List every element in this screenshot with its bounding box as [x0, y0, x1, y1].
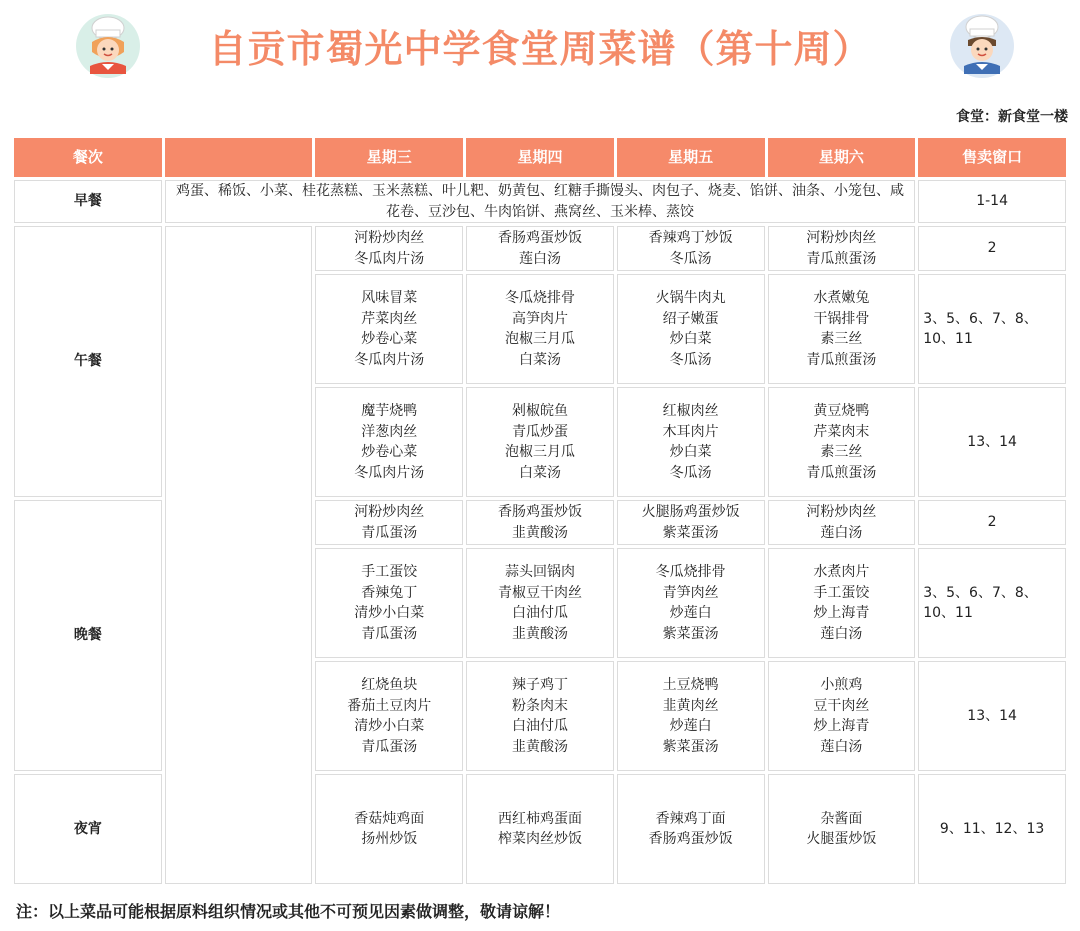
- dish: 西红柿鸡蛋面: [497, 810, 582, 827]
- dinner-3-fri: [617, 661, 765, 771]
- canteen-label: 食堂：新食堂一楼: [956, 109, 1068, 125]
- header-windows: 售卖窗口: [918, 138, 1066, 177]
- dish: 泡椒三月瓜: [504, 444, 575, 460]
- dish: 水煮嫩兔: [813, 290, 870, 306]
- dish: 香辣鸡丁炒饭: [648, 230, 733, 246]
- dish: 冬瓜汤: [669, 351, 712, 368]
- lunch-2-thu: [466, 274, 614, 384]
- lunch-1-thu: [466, 226, 614, 271]
- dish: 洋葱肉丝: [361, 423, 418, 440]
- dish: 青瓜炒蛋: [511, 423, 568, 440]
- dish: 黄豆烧鸭: [813, 403, 870, 419]
- supper-sat: [768, 774, 916, 884]
- dish: 红椒肉丝: [662, 403, 719, 419]
- dish: 韭黄酸汤: [511, 524, 568, 541]
- dish: 清炒小白菜: [354, 605, 425, 621]
- dish: 炒白菜: [669, 444, 712, 460]
- lunch-2-windows: 3、5、6、7、8、10、11: [918, 274, 1066, 384]
- dish: 紫菜蛋汤: [662, 524, 719, 541]
- meal-lunch: 午餐: [14, 226, 162, 497]
- dish: 素三丝: [820, 444, 863, 460]
- lunch-2-wed: [315, 274, 463, 384]
- header-saturday: 星期六: [768, 138, 916, 177]
- dish: 香肠鸡蛋炒饭: [497, 504, 582, 520]
- dish: 火腿肠鸡蛋炒饭: [641, 504, 740, 520]
- dish: 扬州炒饭: [361, 831, 418, 847]
- dish: 冬瓜汤: [669, 250, 712, 267]
- dish: 榨菜肉丝炒饭: [497, 831, 582, 847]
- table-header-row: [14, 138, 1066, 177]
- dish: 干锅排骨: [813, 310, 870, 327]
- dish: 粉条肉末: [511, 697, 568, 714]
- footer-note: 注：以上菜品可能根据原料组织情况或其他不可预见因素做调整，敬请谅解！: [16, 902, 561, 921]
- breakfast-row: [14, 180, 1066, 223]
- dish: 番茄土豆肉片: [347, 697, 432, 714]
- lunch-1-fri: [617, 226, 765, 271]
- dinner-2-windows: 3、5、6、7、8、10、11: [918, 548, 1066, 658]
- dish: 莲白汤: [820, 738, 863, 755]
- dish: 青瓜煎蛋汤: [806, 351, 877, 368]
- dinner-1-wed: [315, 500, 463, 545]
- dinner-1-windows: 2: [918, 500, 1066, 545]
- meal-dinner: 晚餐: [14, 500, 162, 771]
- page-title: 自贡市蜀光中学食堂周菜谱（第十周）: [208, 27, 872, 71]
- dish: 魔芋烧鸭: [361, 403, 418, 419]
- dinner-2-wed: [315, 548, 463, 658]
- dish: 青笋肉丝: [662, 584, 719, 601]
- header-wednesday: 星期三: [315, 138, 463, 177]
- chef-mascot-left-icon: [72, 8, 144, 80]
- dish: 青瓜煎蛋汤: [806, 250, 877, 267]
- dish: 芹菜肉丝: [361, 310, 418, 327]
- dish: 红烧鱼块: [361, 677, 418, 693]
- breakfast-windows: 1-14: [918, 180, 1066, 223]
- dish: 手工蛋饺: [813, 584, 870, 601]
- dish: 炒卷心菜: [361, 444, 418, 460]
- dish: 高笋肉片: [511, 310, 568, 327]
- dish: 土豆烧鸭: [662, 677, 719, 693]
- dish: 泡椒三月瓜: [504, 331, 575, 347]
- dinner-2-fri: [617, 548, 765, 658]
- dish: 冬瓜烧排骨: [504, 290, 575, 306]
- dish: 炒莲白: [669, 605, 712, 621]
- dish: 小煎鸡: [820, 677, 863, 693]
- lunch-3-wed: [315, 387, 463, 497]
- lunch-3-windows: 13、14: [918, 387, 1066, 497]
- dish: 冬瓜烧排骨: [655, 564, 726, 580]
- dish: 炒白菜: [669, 331, 712, 347]
- dinner-2-sat: [768, 548, 916, 658]
- meal-breakfast: 早餐: [14, 180, 162, 223]
- dish: 莲白汤: [820, 524, 863, 541]
- dish: 素三丝: [820, 331, 863, 347]
- dish: 白菜汤: [518, 464, 561, 481]
- lunch-1-windows: 2: [918, 226, 1066, 271]
- supper-wed: [315, 774, 463, 884]
- dish: 韭黄酸汤: [511, 625, 568, 642]
- dinner-1-thu: [466, 500, 614, 545]
- dish: 炒卷心菜: [361, 331, 418, 347]
- dish: 香辣鸡丁面: [655, 810, 726, 827]
- dish: 紫菜蛋汤: [662, 625, 719, 642]
- dish: 香菇炖鸡面: [354, 810, 425, 827]
- lunch-1-sat: [768, 226, 916, 271]
- dish: 冬瓜汤: [669, 464, 712, 481]
- dish: 韭黄肉丝: [662, 697, 719, 714]
- dish: 青瓜蛋汤: [361, 738, 418, 755]
- dish: 水煮肉片: [813, 564, 870, 580]
- dish: 炒上海青: [813, 718, 870, 734]
- lunch-3-fri: [617, 387, 765, 497]
- dish: 辣子鸡丁: [511, 677, 568, 693]
- dinner-3-thu: [466, 661, 614, 771]
- page-header: [0, 0, 1080, 95]
- dish: 青椒豆干肉丝: [497, 584, 582, 601]
- lunch-3-thu: [466, 387, 614, 497]
- blank-column: [165, 226, 313, 884]
- dish: 豆干肉丝: [813, 697, 870, 714]
- header-blank: [165, 138, 313, 177]
- dish: 青瓜煎蛋汤: [806, 464, 877, 481]
- dish: 火锅牛肉丸: [655, 290, 726, 306]
- dish: 莲白汤: [518, 250, 561, 267]
- header-thursday: 星期四: [466, 138, 614, 177]
- dish: 河粉炒肉丝: [354, 230, 425, 246]
- dish: 蒜头回锅肉: [504, 564, 575, 580]
- lunch-1-wed: [315, 226, 463, 271]
- header-meal: 餐次: [14, 138, 162, 177]
- dish: 白油付瓜: [511, 605, 568, 621]
- breakfast-items: 鸡蛋、稀饭、小菜、桂花蒸糕、玉米蒸糕、叶儿粑、奶黄包、红糖手撕馒头、肉包子、烧麦、馅饼、油条、小笼包、咸花卷、豆沙包、牛肉馅饼、燕窝丝、玉米棒、蒸饺: [165, 180, 916, 223]
- dinner-3-windows: 13、14: [918, 661, 1066, 771]
- dish: 莲白汤: [820, 625, 863, 642]
- dinner-2-thu: [466, 548, 614, 658]
- dish: 香肠鸡蛋炒饭: [497, 230, 582, 246]
- dish: 冬瓜肉片汤: [354, 464, 425, 481]
- dish: 河粉炒肉丝: [806, 504, 877, 520]
- dish: 香肠鸡蛋炒饭: [648, 831, 733, 847]
- lunch-row-1: [14, 226, 1066, 271]
- dinner-3-sat: [768, 661, 916, 771]
- dish: 紫菜蛋汤: [662, 738, 719, 755]
- dish: 木耳肉片: [662, 423, 719, 440]
- dish: 青瓜蛋汤: [361, 625, 418, 642]
- lunch-2-sat: [768, 274, 916, 384]
- dish: 火腿蛋炒饭: [806, 831, 877, 847]
- weekly-menu-table: [11, 135, 1069, 887]
- dinner-1-sat: [768, 500, 916, 545]
- dish: 剁椒皖鱼: [511, 403, 568, 419]
- dish: 杂酱面: [820, 810, 863, 827]
- dish: 河粉炒肉丝: [806, 230, 877, 246]
- dish: 风味冒菜: [361, 290, 418, 306]
- dish: 芹菜肉末: [813, 423, 870, 440]
- dish: 白菜汤: [518, 351, 561, 368]
- dish: 冬瓜肉片汤: [354, 351, 425, 368]
- dish: 炒上海青: [813, 605, 870, 621]
- dish: 炒莲白: [669, 718, 712, 734]
- dinner-1-fri: [617, 500, 765, 545]
- dish: 冬瓜肉片汤: [354, 250, 425, 267]
- dish: 清炒小白菜: [354, 718, 425, 734]
- dinner-3-wed: [315, 661, 463, 771]
- meal-supper: 夜宵: [14, 774, 162, 884]
- supper-fri: [617, 774, 765, 884]
- supper-windows: 9、11、12、13: [918, 774, 1066, 884]
- dish: 白油付瓜: [511, 718, 568, 734]
- lunch-3-sat: [768, 387, 916, 497]
- dish: 河粉炒肉丝: [354, 504, 425, 520]
- chef-mascot-right-icon: [946, 8, 1018, 80]
- dish: 绍子嫩蛋: [662, 310, 719, 327]
- dish: 韭黄酸汤: [511, 738, 568, 755]
- dish: 香辣兔丁: [361, 584, 418, 601]
- dish: 手工蛋饺: [361, 564, 418, 580]
- lunch-2-fri: [617, 274, 765, 384]
- header-friday: 星期五: [617, 138, 765, 177]
- supper-thu: [466, 774, 614, 884]
- dish: 青瓜蛋汤: [361, 524, 418, 541]
